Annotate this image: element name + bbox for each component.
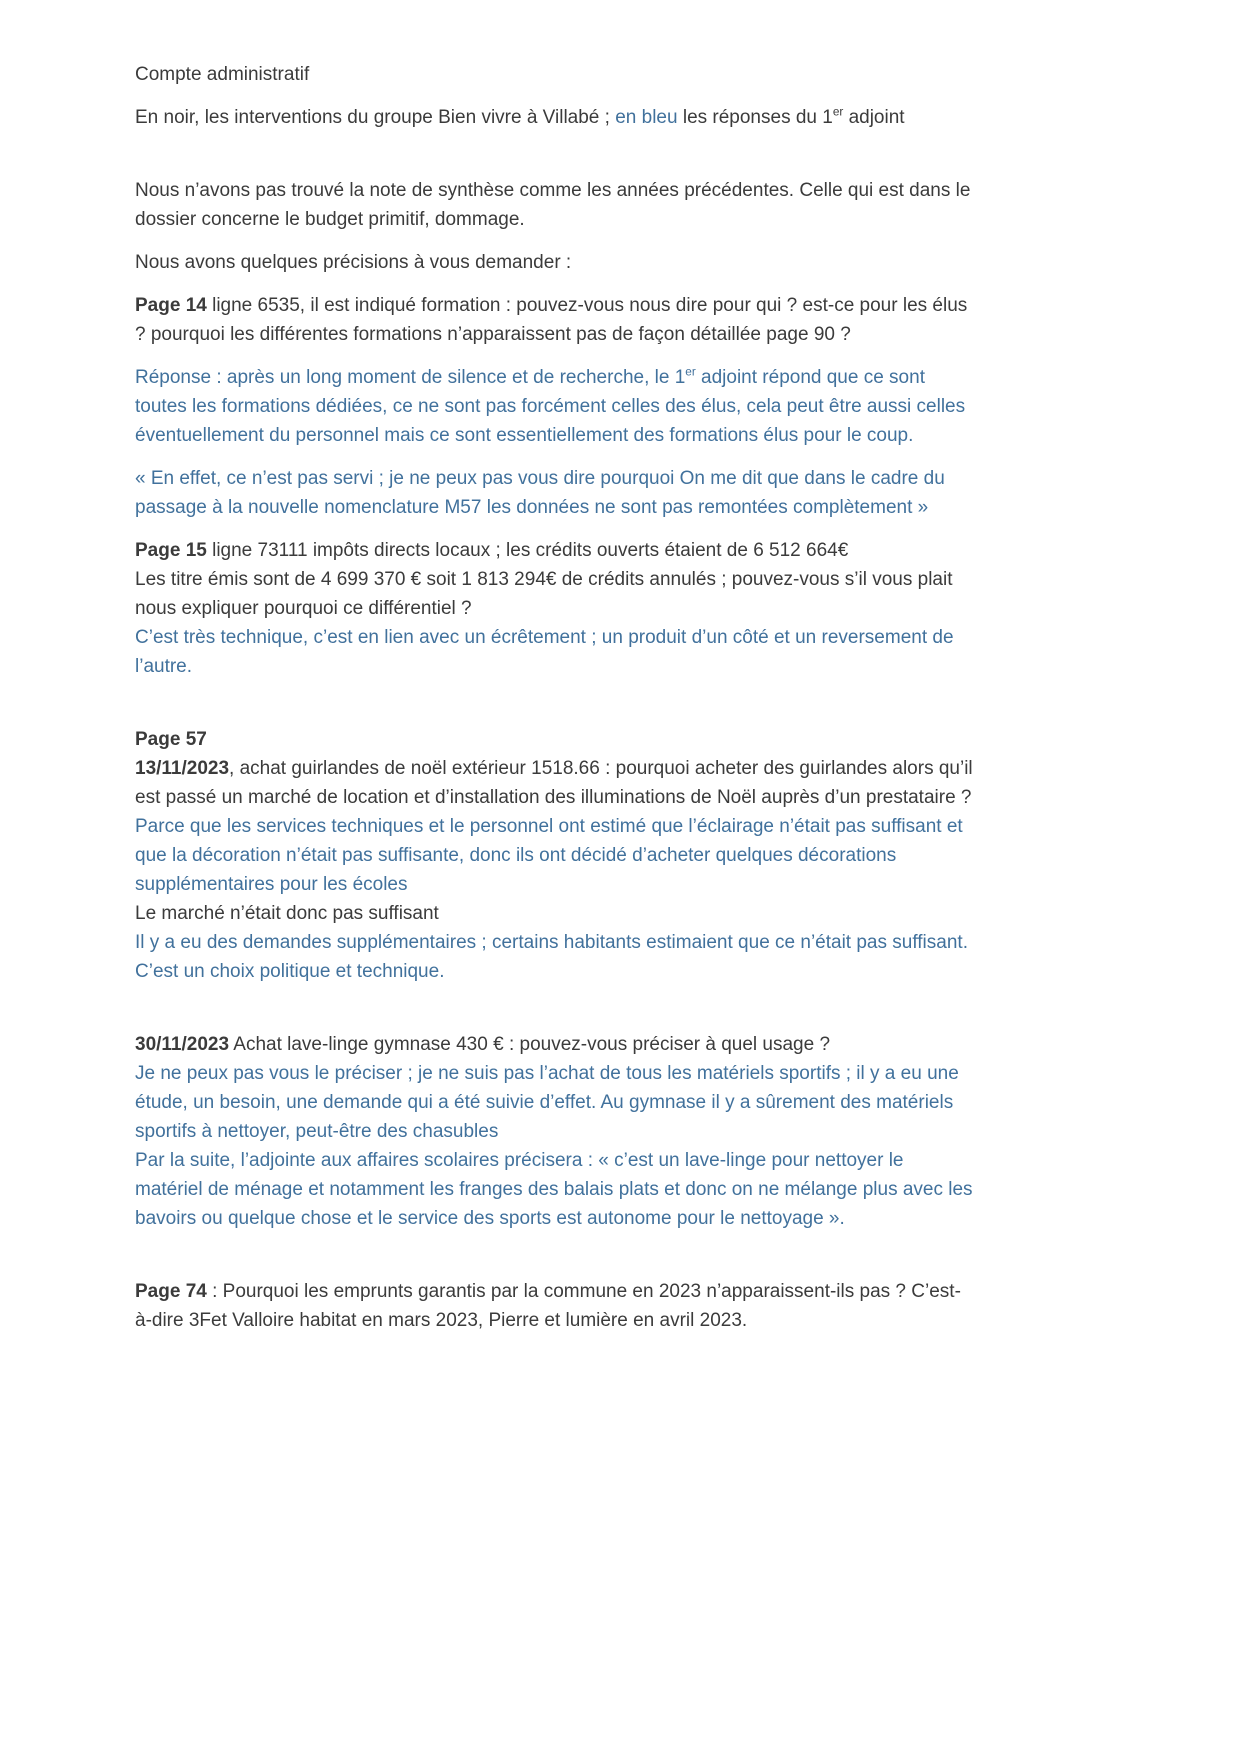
text-segment: : Pourquoi les emprunts garantis par la commune en 2023 n’apparaissent-ils pas ? C’est-à-dire 3Fet Valloire habitat en mars 2023, Pierre et lumière en avril 2023. — [135, 1281, 961, 1331]
text-segment: er — [832, 105, 844, 119]
text-segment: Nous n’avons pas trouvé la note de synthèse comme les années précédentes. Celle qui est dans le dossier concerne le budget primitif, dommage. — [135, 180, 971, 230]
paragraph — [135, 536, 975, 623]
text-segment: Page 57 — [135, 729, 207, 750]
paragraph — [135, 176, 975, 234]
text-segment: Il y a eu des demandes supplémentaires ; certains habitants estimaient que ce n’était pas suffisant. C’est un choix politique et technique. — [135, 932, 968, 982]
text-segment: Je ne peux pas vous le préciser ; je ne suis pas l’achat de tous les matériels sportifs ; il y a eu une étude, un besoin, une demande qui a été suivie d’effet. Au gymnase il y a sûrement des matériels sportifs à nettoyer, peut-être des chasubles — [135, 1063, 959, 1142]
text-segment: Réponse : après un long moment de silence et de recherche, le 1 — [135, 367, 686, 388]
page-57-block — [135, 725, 975, 986]
document-title-block — [135, 60, 975, 89]
text-segment: 13/11/2023 — [135, 758, 230, 779]
paragraph — [135, 103, 975, 132]
page-14-answer-block — [135, 363, 975, 450]
paragraph — [135, 464, 975, 522]
lave-linge-block — [135, 1030, 975, 1233]
text-segment: adjoint répond que ce sont toutes les formations dédiées, ce ne sont pas forcément celles des élus, cela peut être aussi celles éventuellement du personnel mais ce sont essentiellement des formations élus pour le coup. — [135, 367, 966, 446]
text-segment: les réponses du 1 — [677, 107, 833, 128]
paragraph — [135, 928, 975, 986]
text-segment: Achat lave-linge gymnase 430 € : pouvez-vous préciser à quel usage ? — [229, 1034, 831, 1055]
text-segment: 30/11/2023 — [135, 1034, 230, 1055]
page-14-quote-block — [135, 464, 975, 522]
paragraph — [135, 363, 975, 450]
text-segment: , achat guirlandes de noël extérieur 1518.66 : pourquoi acheter des guirlandes alors qu’il est passé un marché de location et d’installation des illuminations de Noël auprès d’un prestataire ? — [135, 758, 973, 808]
text-segment: Compte administratif — [135, 64, 310, 85]
text-segment: « En effet, ce n’est pas servi ; je ne peux pas vous dire pourquoi On me dit que dans le cadre du passage à la nouvelle nomenclature M57 les données ne sont pas remontées complètement » — [135, 468, 945, 518]
intro-question-block — [135, 248, 975, 277]
paragraph — [135, 725, 975, 754]
legend-block — [135, 103, 975, 132]
paragraph — [135, 1059, 975, 1146]
paragraph — [135, 291, 975, 349]
paragraph — [135, 60, 975, 89]
page-15-block — [135, 536, 975, 681]
paragraph — [135, 812, 975, 899]
text-segment: Page 74 — [135, 1281, 207, 1302]
text-segment: Page 15 — [135, 540, 207, 561]
paragraph — [135, 1146, 975, 1233]
paragraph — [135, 1030, 975, 1059]
text-segment: Page 14 — [135, 295, 207, 316]
paragraph — [135, 1277, 975, 1335]
text-segment: Parce que les services techniques et le personnel ont estimé que l’éclairage n’était pas suffisant et que la décoration n’était pas suffisante, donc ils ont décidé d’acheter quelques décorations supplémentaires pour les écoles — [135, 816, 963, 895]
text-segment: Nous avons quelques précisions à vous demander : — [135, 252, 572, 273]
text-segment: adjoint — [843, 107, 905, 128]
paragraph — [135, 248, 975, 277]
text-segment: Le marché n’était donc pas suffisant — [135, 903, 439, 924]
paragraph — [135, 899, 975, 928]
document-body — [135, 60, 975, 1335]
text-segment: en bleu — [615, 107, 678, 128]
text-segment: er — [685, 365, 696, 379]
paragraph — [135, 623, 975, 681]
text-segment: Les titre émis sont de 4 699 370 € soit 1 813 294€ de crédits annulés ; pouvez-vous s’il vous plait nous expliquer pourquoi ce différentiel ? — [135, 569, 953, 619]
text-segment: ligne 73111 impôts directs locaux ; les crédits ouverts étaient de 6 512 664€ — [206, 540, 849, 561]
text-segment: C’est très technique, c’est en lien avec un écrêtement ; un produit d’un côté et un reversement de l’autre. — [135, 627, 954, 677]
page-74-block — [135, 1277, 975, 1335]
page-14-question-block — [135, 291, 975, 349]
text-segment: En noir, les interventions du groupe Bien vivre à Villabé ; — [135, 107, 616, 128]
text-segment: ligne 6535, il est indiqué formation : pouvez-vous nous dire pour qui ? est-ce pour les élus ? pourquoi les différentes formations n’apparaissent pas de façon détaillée page 90 ? — [135, 295, 968, 345]
paragraph — [135, 754, 975, 812]
text-segment: Par la suite, l’adjointe aux affaires scolaires précisera : « c’est un lave-linge pour nettoyer le matériel de ménage et notamment les franges des balais plats et donc on ne mélange plus avec les bavoirs ou quelque chose et le service des sports est autonome pour le nettoyage ». — [135, 1150, 973, 1229]
intro-note-block — [135, 176, 975, 234]
